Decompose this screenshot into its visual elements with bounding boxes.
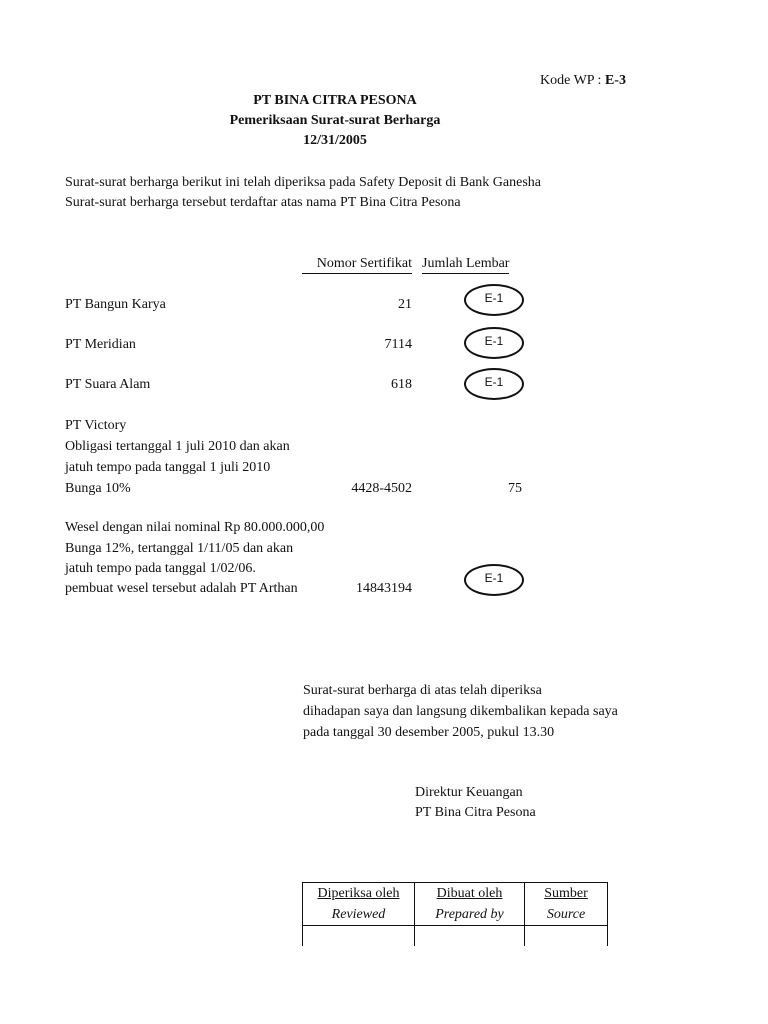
- workpaper-code-value: E-3: [604, 73, 626, 88]
- signoff-prepared-en: Prepared by: [435, 907, 504, 922]
- certificate-number: 4428-4502: [351, 481, 412, 496]
- signatory-title: Direktur Keuangan: [415, 785, 523, 800]
- intro-line: Surat-surat berharga berikut ini telah diperiksa pada Safety Deposit di Bank Ganesha: [65, 175, 541, 190]
- certificate-number: 21: [398, 297, 412, 312]
- tick-mark-circle: E-1: [464, 327, 524, 359]
- security-name: PT Victory: [65, 418, 127, 433]
- signoff-reviewed-signature: [303, 926, 415, 947]
- document-date: 12/31/2005: [303, 133, 367, 148]
- security-name: PT Suara Alam: [65, 377, 151, 392]
- signoff-prepared-label: Dibuat oleh: [436, 886, 503, 901]
- certificate-number: 618: [391, 377, 412, 392]
- security-description: Bunga 12%, tertanggal 1/11/05 dan akan: [65, 541, 294, 556]
- column-header-sheets: Jumlah Lembar: [422, 255, 509, 274]
- signoff-source-cell: [525, 883, 608, 926]
- security-description: jatuh tempo pada tanggal 1 juli 2010: [65, 460, 271, 475]
- intro-line: Surat-surat berharga tersebut terdaftar atas nama PT Bina Citra Pesona: [65, 195, 461, 210]
- signoff-table: [302, 882, 608, 946]
- security-description: Obligasi tertanggal 1 juli 2010 dan akan: [65, 439, 290, 454]
- sheet-count: 75: [508, 481, 522, 496]
- security-description: jatuh tempo pada tanggal 1/02/06.: [65, 561, 256, 576]
- workpaper-code: [540, 72, 626, 90]
- signoff-reviewed-label: Diperiksa oleh: [317, 886, 400, 901]
- tick-mark-circle: E-1: [464, 368, 524, 400]
- security-name: PT Meridian: [65, 337, 136, 352]
- security-description: Bunga 10%: [65, 481, 131, 496]
- tick-mark-circle: E-1: [464, 284, 524, 316]
- statement-line: dihadapan saya dan langsung dikembalikan kepada saya: [303, 704, 618, 719]
- certificate-number: 14843194: [356, 581, 412, 596]
- security-description: Wesel dengan nilai nominal Rp 80.000.000,00: [65, 520, 325, 535]
- workpaper-code-label: Kode WP :: [540, 73, 602, 88]
- security-description: pembuat wesel tersebut adalah PT Arthan: [65, 581, 298, 596]
- signoff-reviewed-en: Reviewed: [331, 907, 386, 922]
- signoff-source-label: Sumber: [544, 886, 588, 901]
- signoff-prepared-signature: [415, 926, 525, 947]
- statement-line: pada tanggal 30 desember 2005, pukul 13.30: [303, 725, 555, 740]
- security-name: PT Bangun Karya: [65, 297, 166, 312]
- signoff-source-en: Source: [546, 907, 586, 922]
- signoff-reviewed-cell: [303, 883, 415, 926]
- signoff-prepared-cell: [415, 883, 525, 926]
- company-title: PT BINA CITRA PESONA: [253, 93, 417, 108]
- tick-mark-circle: E-1: [464, 564, 524, 596]
- column-header-certificate: Nomor Sertifikat: [302, 255, 412, 274]
- document-subtitle: Pemeriksaan Surat-surat Berharga: [229, 113, 441, 128]
- signoff-source-signature: [525, 926, 608, 947]
- statement-line: Surat-surat berharga di atas telah diperiksa: [303, 683, 542, 698]
- certificate-number: 7114: [384, 337, 412, 352]
- signatory-company: PT Bina Citra Pesona: [415, 805, 536, 820]
